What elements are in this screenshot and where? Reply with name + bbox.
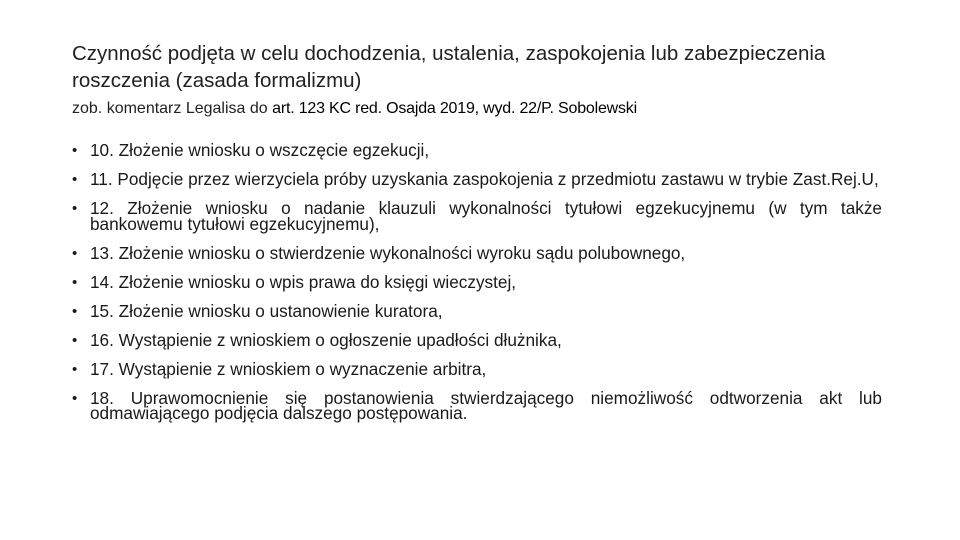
list-item (72, 300, 882, 321)
list-item-text: 10. Złożenie wniosku o wszczęcie egzekucji, (90, 140, 430, 160)
subtitle-reference: art. 123 KC red. Osajda 2019, wyd. 22/P. Sobolewski (272, 100, 637, 117)
bullet-dot-icon: • (72, 360, 78, 378)
bullet-list (72, 140, 882, 435)
list-item (72, 197, 882, 234)
list-item (72, 387, 882, 424)
list-item-text: 13. Złożenie wniosku o stwierdzenie wykonalności wyroku sądu polubownego, (90, 242, 686, 263)
bullet-dot-icon: • (72, 302, 78, 320)
slide-title: Czynność podjęta w celu dochodzenia, ustalenia, zaspokojenia lub zabezpieczenia roszczenia (zasada formalizmu) (72, 42, 826, 92)
bullet-dot-icon: • (72, 199, 78, 217)
subtitle-prefix: zob. komentarz Legalisa do (72, 100, 273, 117)
list-item-text: 17. Wystąpienie z wnioskiem o wyznaczenie arbitra, (90, 358, 487, 379)
list-item (72, 168, 882, 189)
bullet-dot-icon: • (72, 170, 78, 188)
list-item-text: 16. Wystąpienie z wnioskiem o ogłoszenie upadłości dłużnika, (90, 329, 562, 350)
list-item (72, 358, 882, 379)
bullet-dot-icon: • (72, 142, 78, 159)
list-item-text: 14. Złożenie wniosku o wpis prawa do księgi wieczystej, (90, 271, 517, 292)
list-item (72, 271, 882, 292)
list-item-text: 12. Złożenie wniosku o nadanie klauzuli wykonalności tytułowi egzekucyjnemu (w tym także bankowemu tytułowi egzekucyjnemu), (90, 197, 882, 234)
bullet-dot-icon: • (72, 244, 78, 262)
bullet-dot-icon: • (72, 389, 78, 407)
list-item (72, 242, 882, 263)
bullet-dot-icon: • (72, 331, 78, 349)
list-item-text: 15. Złożenie wniosku o ustanowienie kuratora, (90, 300, 443, 321)
list-item (72, 140, 882, 160)
list-item-text: 11. Podjęcie przez wierzyciela próby uzyskania zaspokojenia z przedmiotu zastawu w trybie Zast.Rej.U, (90, 168, 879, 189)
list-item (72, 329, 882, 350)
bullet-dot-icon: • (72, 273, 78, 291)
slide-subtitle (72, 98, 912, 120)
list-item-text: 18. Uprawomocnienie się postanowienia stwierdzającego niemożliwość odtworzenia akt lub odmawiającego podjęcia dalszego postępowania. (90, 387, 882, 424)
